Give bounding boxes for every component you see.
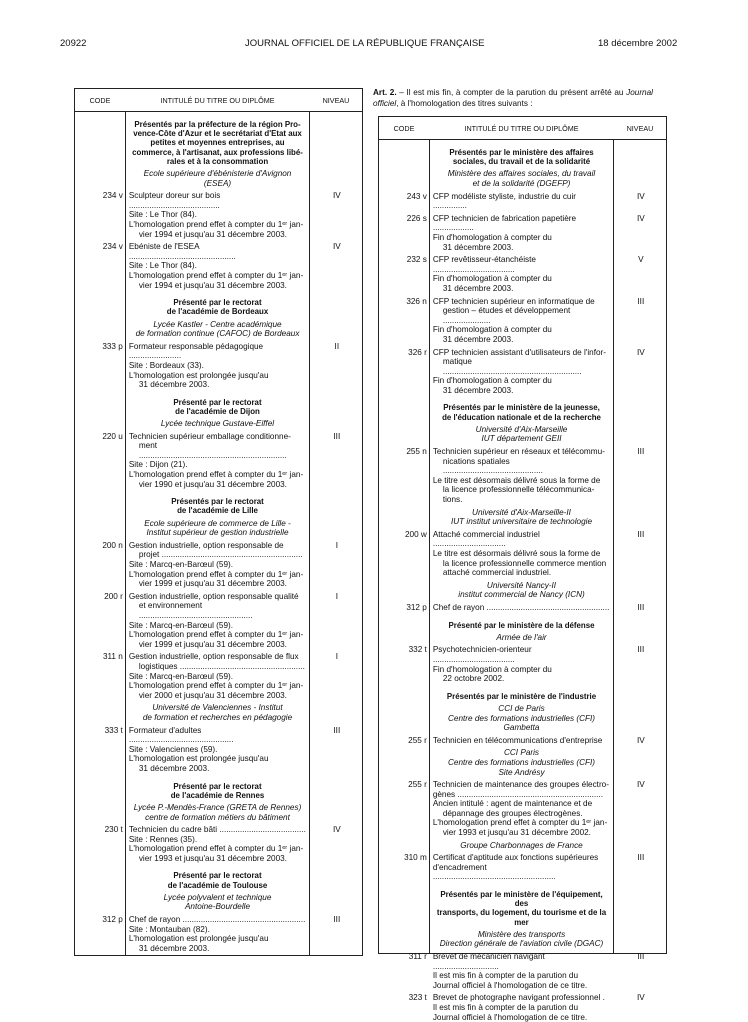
table-row — [408, 735, 645, 746]
institution-name — [129, 169, 306, 188]
table-row — [102, 652, 338, 700]
text-line: Site : Rennes (35). — [128, 834, 198, 844]
text-line: Présenté par le rectorat — [173, 397, 262, 407]
left-table-header — [75, 89, 362, 112]
right-table-body — [404, 140, 645, 1022]
text-line: Présentés par le ministère des affaires — [449, 148, 594, 157]
row-niveau: III — [637, 296, 645, 306]
table-row — [408, 993, 645, 1022]
row-niveau: IV — [332, 242, 341, 252]
text-line: vier 1990 et jusqu'au 31 décembre 2003. — [138, 479, 287, 489]
text-line: Il est mis fin à compter de la parution du — [432, 971, 579, 981]
text-line: Technicien supérieur emballage conditionne- — [128, 431, 291, 441]
text-line: de l'éducation nationale et de la recherche — [442, 412, 601, 422]
text-line: Centre des formations industrielles (CFI) — [448, 757, 595, 767]
text-line: la licence professionnelle commerce mention — [442, 558, 607, 568]
table-row — [404, 853, 645, 882]
text-line: Centre des formations industrielles (CFI) — [448, 713, 595, 723]
table-row — [102, 242, 341, 290]
text-line: Groupe Charbonnages de France — [460, 840, 583, 850]
text-line: vier 2000 et jusqu'au 31 décembre 2003. — [138, 690, 287, 700]
text-line: L'homologation prend effet à compter du 1ᵉʳ jan- — [128, 569, 304, 579]
text-line: Site : Marcq-en-Barœul (59). — [128, 620, 234, 630]
section-heading — [433, 621, 610, 630]
row-code: 243 v — [406, 191, 427, 201]
text-line: vier 1993 et jusqu'au 31 décembre 2002. — [442, 828, 591, 838]
section-heading — [129, 871, 306, 889]
row-niveau: III — [333, 431, 341, 441]
text-line: Fin d'homologation à compter du — [432, 232, 552, 242]
text-line: 22 octobre 2002. — [442, 674, 505, 684]
text-line: Ecole supérieure d'ébénisterie d'Avignon — [143, 169, 292, 179]
left-table-body — [102, 112, 341, 953]
text-line: 31 décembre 2003. — [442, 385, 514, 395]
text-line: sociales, du travail et de la solidarité — [452, 157, 591, 167]
text-line: nications spatiales ............................................ — [442, 456, 543, 476]
text-line: projet .............................................................. — [138, 550, 303, 560]
text-line: Technicien en télécommunications d'entreprise — [432, 735, 603, 745]
text-line: matique ............................................................. — [442, 357, 582, 376]
text-line: 31 décembre 2003. — [442, 334, 514, 344]
text-line: Site : Dijon (21). — [128, 460, 188, 470]
row-niveau: III — [333, 915, 341, 925]
text-line: Site : Marcq-en-Barœul (59). — [128, 671, 234, 681]
text-line: de l'académie de Dijon — [175, 406, 260, 416]
row-niveau: III — [637, 952, 645, 962]
row-code: 200 n — [102, 540, 123, 550]
text-line: Ministère des affaires sociales, du travail — [447, 169, 596, 179]
text-line: Journal officiel à l'homologation de ce titre. — [432, 980, 588, 990]
text-line: Fin d'homologation à compter du — [432, 325, 552, 335]
row-niveau: IV — [636, 735, 645, 745]
row-niveau: V — [638, 255, 644, 265]
text-line: Il est mis fin à compter de la parution du — [432, 1003, 579, 1012]
text-line: Gestion industrielle, option responsable de — [128, 540, 284, 550]
row-code: 234 v — [102, 191, 123, 201]
text-line: L'homologation prend effet à compter du 1ᵉʳ jan- — [128, 844, 304, 854]
text-line: Formateur d'adultes .............................................. — [128, 725, 234, 745]
text-line: vier 1994 et jusqu'au 31 décembre 2003. — [138, 280, 287, 290]
table-row — [104, 825, 341, 863]
institution-name — [129, 703, 306, 722]
text-line: Journal officiel à l'homologation de ce titre. — [432, 1012, 588, 1022]
table-row — [104, 591, 338, 650]
table-row — [406, 447, 645, 505]
text-line: Lycée Kastler - Centre académique — [153, 319, 282, 329]
text-line: Ministère des transports — [477, 929, 566, 939]
text-line: rales et à la consommation — [166, 156, 269, 166]
row-code: 230 t — [104, 825, 123, 835]
row-code: 311 r — [408, 952, 427, 962]
text-line: Ancien intitulé : agent de maintenance et de — [432, 799, 593, 809]
text-line: Antoine-Bourdelle — [184, 902, 251, 912]
text-line: Présentés par le ministère de la jeunesse, — [443, 403, 600, 413]
text-line: Chef de rayon ...................................................... — [432, 602, 610, 612]
text-line: CCI Paris — [503, 748, 540, 758]
left-table — [74, 88, 363, 956]
row-code: 220 u — [102, 431, 123, 441]
table-row — [408, 952, 645, 990]
text-line: L'homologation prend effet à compter du 1ᵉʳ jan- — [128, 681, 304, 691]
text-line: vier 1993 et jusqu'au 31 décembre 2003. — [138, 853, 287, 863]
section-heading — [433, 403, 610, 421]
text-line: 31 décembre 2003. — [442, 242, 514, 252]
table-row — [408, 645, 645, 684]
text-line: CFP technicien supérieur en informatique de — [432, 296, 595, 306]
text-line: Ecole supérieure de commerce de Lille - — [144, 518, 291, 528]
section-heading — [129, 782, 306, 800]
text-line: petites et moyennes entreprises, au — [150, 138, 285, 148]
text-line: vier 1994 et jusqu'au 31 décembre 2003. — [138, 229, 287, 239]
table-row — [406, 602, 645, 613]
page-date: 18 décembre 2002 — [598, 38, 678, 49]
text-line: Présenté par le rectorat — [173, 781, 262, 791]
text-line: Ebéniste de l'ESEA ............................................... — [128, 242, 236, 261]
page-number: 20922 — [60, 38, 87, 49]
institution-name — [433, 508, 610, 527]
text-line: Site : Valenciennes (59). — [128, 744, 218, 754]
row-niveau: I — [335, 652, 338, 662]
institution-name — [433, 930, 610, 949]
text-line: Psychotechnicien-orienteur .................................... — [432, 645, 532, 664]
row-code: 312 p — [102, 915, 123, 925]
article-2-label: Art. 2. — [373, 88, 397, 97]
text-line: Brevet de mécanicien navigant ............................. — [432, 952, 545, 971]
institution-name — [129, 893, 306, 912]
text-line: Présenté par le ministère de la défense — [448, 620, 595, 630]
row-code: 234 v — [102, 242, 123, 252]
institution-name — [129, 320, 306, 339]
row-niveau: I — [335, 591, 338, 601]
text-line: Université de Valenciennes - Institut — [152, 703, 283, 713]
section-heading — [433, 148, 610, 166]
text-line: Présentés par le rectorat — [171, 497, 264, 507]
text-line: CFP technicien assistant d'utilisateurs de l'infor- — [432, 347, 607, 357]
article-2-journal: Journal officiel — [373, 88, 653, 108]
text-line: Technicien du cadre bâti ...................................... — [128, 825, 306, 835]
table-row — [104, 725, 341, 774]
right-table-header — [379, 117, 666, 140]
row-code: 232 s — [406, 255, 427, 265]
text-line: ment ................................................................. — [138, 441, 287, 460]
table-row — [102, 915, 341, 953]
text-line: Armée de l'air — [496, 632, 547, 642]
institution-name — [129, 419, 306, 429]
text-line: IUT institut universitaire de technologie — [450, 517, 593, 527]
institution-name — [433, 748, 610, 777]
text-line: Gestion industrielle, option responsable qualité — [128, 591, 299, 601]
text-line: L'homologation prend effet à compter du 1ᵉʳ jan- — [432, 818, 608, 828]
row-code: 323 t — [408, 993, 427, 1003]
text-line: 31 décembre 2003. — [138, 943, 210, 953]
row-niveau: IV — [636, 993, 645, 1003]
text-line: 31 décembre 2003. — [442, 283, 514, 293]
text-line: vier 1999 et jusqu'au 31 décembre 2003. — [138, 579, 287, 589]
row-code: 312 p — [406, 602, 427, 612]
row-code: 333 p — [102, 341, 123, 351]
text-line: transports, du logement, du tourisme et de la — [436, 908, 607, 918]
row-niveau: IV — [636, 213, 645, 223]
article-2-text-end: , à l'homologation des titres suivants : — [396, 98, 533, 108]
section-heading — [129, 120, 306, 166]
code-header: CODE — [393, 123, 415, 133]
text-line: Site Andrésy — [498, 767, 545, 777]
row-niveau: IV — [636, 780, 645, 790]
institution-name — [129, 803, 306, 822]
row-code: 200 r — [104, 591, 123, 601]
text-line: de l'académie de Bordeaux — [166, 307, 269, 317]
text-line: centre de formation métiers du bâtiment — [145, 812, 290, 822]
text-line: 31 décembre 2003. — [138, 763, 210, 773]
intitule-header: INTITULÉ DU TITRE OU DIPLÔME — [160, 95, 275, 105]
row-niveau: IV — [332, 825, 341, 835]
table-row — [102, 540, 338, 589]
text-line: Université d'Aix-Marseille-II — [472, 507, 571, 517]
text-line: Brevet de photographe navigant professionnel . — [432, 993, 605, 1003]
text-line: CFP revêtisseur-étanchéiste .................................... — [432, 255, 536, 274]
text-line: vier 1999 et jusqu'au 31 décembre 2003. — [138, 639, 287, 649]
text-line: Formateur responsable pédagogique ....................... — [128, 341, 264, 361]
text-line: Université d'Aix-Marseille — [475, 424, 568, 434]
section-heading — [433, 890, 610, 927]
niveau-header: NIVEAU — [626, 123, 654, 133]
text-line: CFP technicien de fabrication papetière .................. — [432, 213, 577, 233]
row-code: 326 r — [408, 347, 427, 357]
text-line: Fin d'homologation à compter du — [432, 274, 552, 284]
row-code: 310 m — [404, 853, 427, 863]
section-heading — [129, 398, 306, 416]
text-line: Site : Montauban (82). — [128, 924, 210, 934]
row-niveau: IV — [636, 191, 645, 201]
article-2-text: – Il est mis fin, à compter de la parution du présent arrêté au — [396, 88, 627, 97]
text-line: gènes ................................................................ — [432, 789, 603, 799]
text-line: de formation continue (CAFOC) de Bordeaux — [135, 329, 300, 339]
text-line: Chef de rayon ...................................................... — [128, 915, 306, 925]
institution-name — [433, 704, 610, 733]
table-row — [406, 296, 645, 345]
text-line: L'homologation est prolongée jusqu'au — [128, 934, 269, 944]
text-line: L'homologation prend effet à compter du 1ᵉʳ jan- — [128, 270, 304, 280]
text-line: L'homologation est prolongée jusqu'au — [128, 370, 269, 380]
text-line: Attaché commercial industriel ................................ — [432, 529, 540, 549]
text-line: Lycée P.-Mendès-France (GRETA de Rennes) — [133, 802, 302, 812]
row-code: 255 r — [408, 780, 427, 790]
row-code: 332 t — [408, 645, 427, 655]
text-line: Fin d'homologation à compter du — [432, 664, 552, 674]
row-niveau: IV — [332, 191, 341, 201]
text-line: logistiques ....................................................... — [138, 661, 305, 671]
text-line: CCI de Paris — [498, 703, 545, 713]
row-niveau: III — [637, 853, 645, 863]
text-line: la licence professionnelle télécommunica- — [442, 485, 595, 495]
code-header: CODE — [89, 95, 111, 105]
right-table — [378, 116, 667, 1022]
text-line: dépannage des groupes électrogènes. — [442, 808, 583, 818]
row-code: 326 n — [406, 296, 427, 306]
institution-name — [433, 841, 610, 851]
text-line: commerce, à l'artisanat, aux professions libé- — [132, 147, 303, 157]
table-row — [102, 191, 341, 239]
institution-name — [433, 425, 610, 444]
institution-name — [433, 169, 610, 188]
text-line: Le titre est désormais délivré sous la forme de — [432, 475, 601, 485]
row-niveau: IV — [636, 347, 645, 357]
row-niveau: III — [637, 645, 645, 655]
row-code: 255 r — [408, 735, 427, 745]
table-row — [406, 255, 644, 293]
row-niveau: III — [637, 529, 645, 539]
table-row — [406, 213, 645, 252]
text-line: Lycée technique Gustave-Eiffel — [160, 419, 275, 429]
text-line: Lycée polyvalent et technique — [163, 892, 272, 902]
table-row — [102, 341, 340, 390]
text-line: Direction générale de l'aviation civile (DGAC) — [439, 939, 604, 949]
text-line: tions. — [442, 495, 463, 505]
institution-name — [433, 581, 610, 600]
table-row — [408, 780, 645, 838]
niveau-header: NIVEAU — [322, 95, 350, 105]
text-line: L'homologation prend effet à compter du 1ᵉʳ jan- — [128, 219, 304, 229]
text-line: Présentés par le ministère de l'industrie — [446, 691, 597, 701]
text-line: Fin d'homologation à compter du — [432, 376, 552, 386]
text-line: Technicien supérieur en réseaux et télécommu- — [432, 447, 605, 457]
text-line: Présenté par le rectorat — [173, 298, 262, 308]
text-line: Sculpteur doreur sur bois ........................................ — [128, 191, 221, 210]
text-line: CFP modéliste styliste, industrie du cuir ............... — [432, 191, 577, 211]
text-line: Certificat d'aptitude aux fonctions supérieures — [432, 853, 599, 863]
row-code: 226 s — [406, 213, 427, 223]
row-niveau: I — [335, 540, 338, 550]
text-line: de l'académie de Rennes — [170, 790, 265, 800]
text-line: Le titre est désormais délivré sous la forme de — [432, 549, 601, 558]
text-line: vence-Côte d'Azur et le secrétariat d'Etat aux — [133, 129, 302, 139]
row-code: 255 n — [406, 447, 427, 457]
text-line: L'homologation prend effet à compter du 1ᵉʳ jan- — [128, 630, 304, 640]
row-code: 311 n — [102, 652, 123, 662]
intitule-header: INTITULÉ DU TITRE OU DIPLÔME — [464, 123, 579, 133]
text-line: et de la solidarité (DGEFP) — [472, 179, 571, 188]
section-heading — [433, 692, 610, 701]
text-line: IUT département GEII — [481, 434, 562, 444]
text-line: L'homologation est prolongée jusqu'au — [128, 754, 269, 764]
article-2 — [373, 88, 653, 109]
institution-name — [433, 633, 610, 643]
row-niveau: III — [637, 447, 645, 457]
text-line: 31 décembre 2003. — [138, 380, 210, 390]
text-line: Technicien de maintenance des groupes électro- — [432, 780, 609, 790]
table-row — [102, 431, 341, 490]
institution-name — [129, 519, 306, 538]
text-line: Gestion industrielle, option responsable de flux — [128, 652, 299, 662]
text-line: de l'académie de Lille — [177, 506, 258, 516]
text-line: institut commercial de Nancy (ICN) — [458, 590, 585, 600]
text-line: attaché commercial industriel. — [442, 568, 552, 578]
text-line: Gambetta — [503, 723, 540, 733]
section-heading — [129, 298, 306, 316]
row-niveau: III — [637, 602, 645, 612]
table-row — [408, 347, 645, 396]
text-line: Présentés par la préfecture de la région Pro- — [134, 120, 301, 129]
text-line: Site : Bordeaux (33). — [128, 360, 204, 370]
text-line: et environnement .................................................. — [138, 601, 253, 621]
row-code: 333 t — [104, 725, 123, 735]
text-line: Site : Le Thor (84). — [128, 261, 197, 271]
text-line: (ESEA) — [203, 178, 232, 188]
text-line: Université Nancy-II — [486, 580, 557, 590]
row-niveau: II — [334, 341, 340, 351]
row-code: 200 w — [404, 529, 427, 539]
table-row — [404, 529, 645, 578]
text-line: mer — [514, 917, 529, 927]
text-line: Présentés par le ministère de l'équipement, des — [440, 890, 603, 909]
text-line: d'encadrement ...................................................... — [432, 862, 556, 882]
journal-title: JOURNAL OFFICIEL DE LA RÉPUBLIQUE FRANÇAISE — [245, 38, 485, 49]
section-heading — [129, 497, 306, 515]
text-line: de l'académie de Toulouse — [167, 880, 268, 890]
text-line: Institut supérieur de gestion industrielle — [146, 528, 289, 538]
table-row — [406, 191, 645, 211]
row-niveau: III — [333, 725, 341, 735]
text-line: de formation et recherches en pédagogie — [142, 712, 293, 722]
text-line: L'homologation prend effet à compter du 1ᵉʳ jan- — [128, 470, 304, 480]
text-line: Présenté par le rectorat — [173, 871, 262, 881]
text-line: Site : Marcq-en-Barœul (59). — [128, 560, 234, 570]
text-line: gestion – études et développement ..................... — [442, 306, 571, 325]
text-line: Site : Le Thor (84). — [128, 210, 197, 220]
